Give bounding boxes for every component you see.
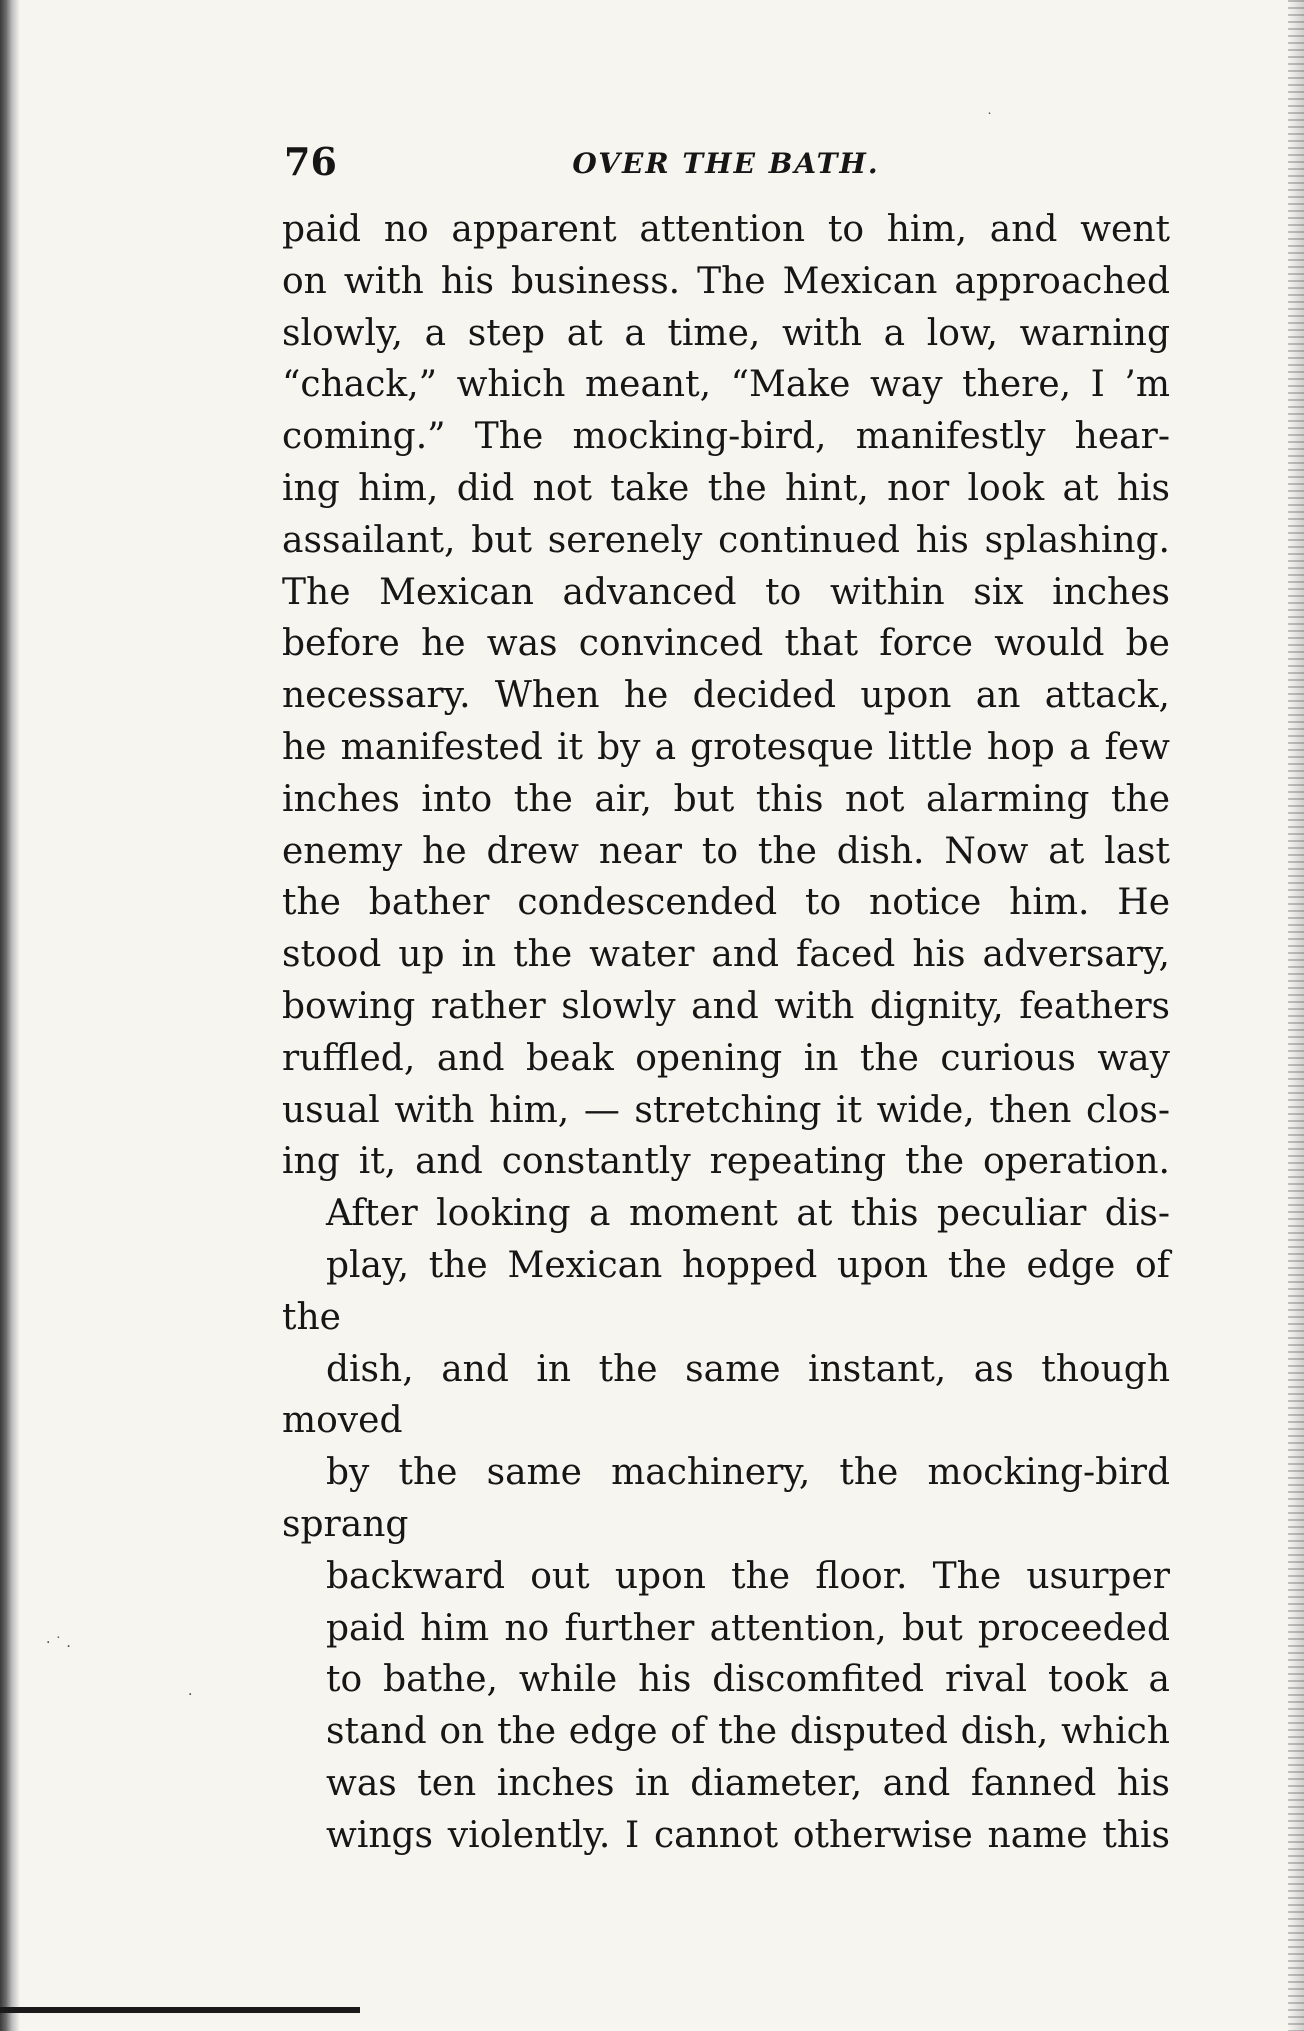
text-line: dish, and in the same instant, as though moved [282,1348,1170,1442]
book-page [282,138,1170,1862]
page-header [282,138,1170,190]
text-line: assailant, but serenely continued his splashing. [282,519,1170,561]
running-head: OVER THE BATH. [572,147,880,180]
body-text [282,204,1170,1862]
text-line: stood up in the water and faced his adversary, [282,934,1170,976]
text-line: ruffled, and beak opening in the curious way [282,1037,1170,1079]
text-line: to bathe, while his discomfited rival took a [326,1659,1170,1701]
text-line: wings violently. I cannot otherwise name this [326,1814,1170,1856]
text-line: before he was convinced that force would be [282,623,1170,665]
text-line: The Mexican advanced to within six inches [282,571,1170,613]
text-line: coming.” The mocking-bird, manifestly hear- [282,416,1170,458]
text-line: stand on the edge of the disputed dish, which [326,1711,1170,1753]
text-line: was ten inches in diameter, and fanned his [326,1762,1170,1804]
paragraph [282,204,1170,1188]
text-line: inches into the air, but this not alarming the [282,778,1170,820]
text-line: play, the Mexican hopped upon the edge of the [282,1244,1170,1338]
text-line: usual with him, — stretching it wide, then clos- [282,1089,1170,1131]
text-line: After looking a moment at this peculiar dis- [326,1193,1170,1235]
bottom-rule [0,2007,360,2013]
text-line: the bather condescended to notice him. He [282,882,1170,924]
binding-shadow [0,0,20,2031]
text-line: enemy he drew near to the dish. Now at last [282,830,1170,872]
text-line: bowing rather slowly and with dignity, feathers [282,985,1170,1027]
page-edge [1288,0,1304,2031]
print-speck: ˙ [986,111,993,127]
print-speck: · ˙ . [46,1635,71,1651]
text-line: “chack,” which meant, “Make way there, I ’m [282,364,1170,406]
page-number: 76 [284,139,337,184]
print-speck: · [188,1687,193,1703]
text-line: he manifested it by a grotesque little hop a few [282,726,1170,768]
text-line: paid no apparent attention to him, and went [282,209,1170,250]
text-line: ing it, and constantly repeating the operation. [282,1141,1170,1183]
text-line: backward out upon the floor. The usurper [326,1555,1170,1597]
text-line: paid him no further attention, but proceeded [326,1607,1170,1649]
text-line: slowly, a step at a time, with a low, warning [282,312,1170,354]
text-line: necessary. When he decided upon an attack, [282,675,1170,717]
text-line: on with his business. The Mexican approached [282,260,1170,302]
paragraph [282,1188,1170,1861]
text-line: ing him, did not take the hint, nor look at his [282,467,1170,509]
text-line: by the same machinery, the mocking-bird sprang [282,1452,1170,1545]
